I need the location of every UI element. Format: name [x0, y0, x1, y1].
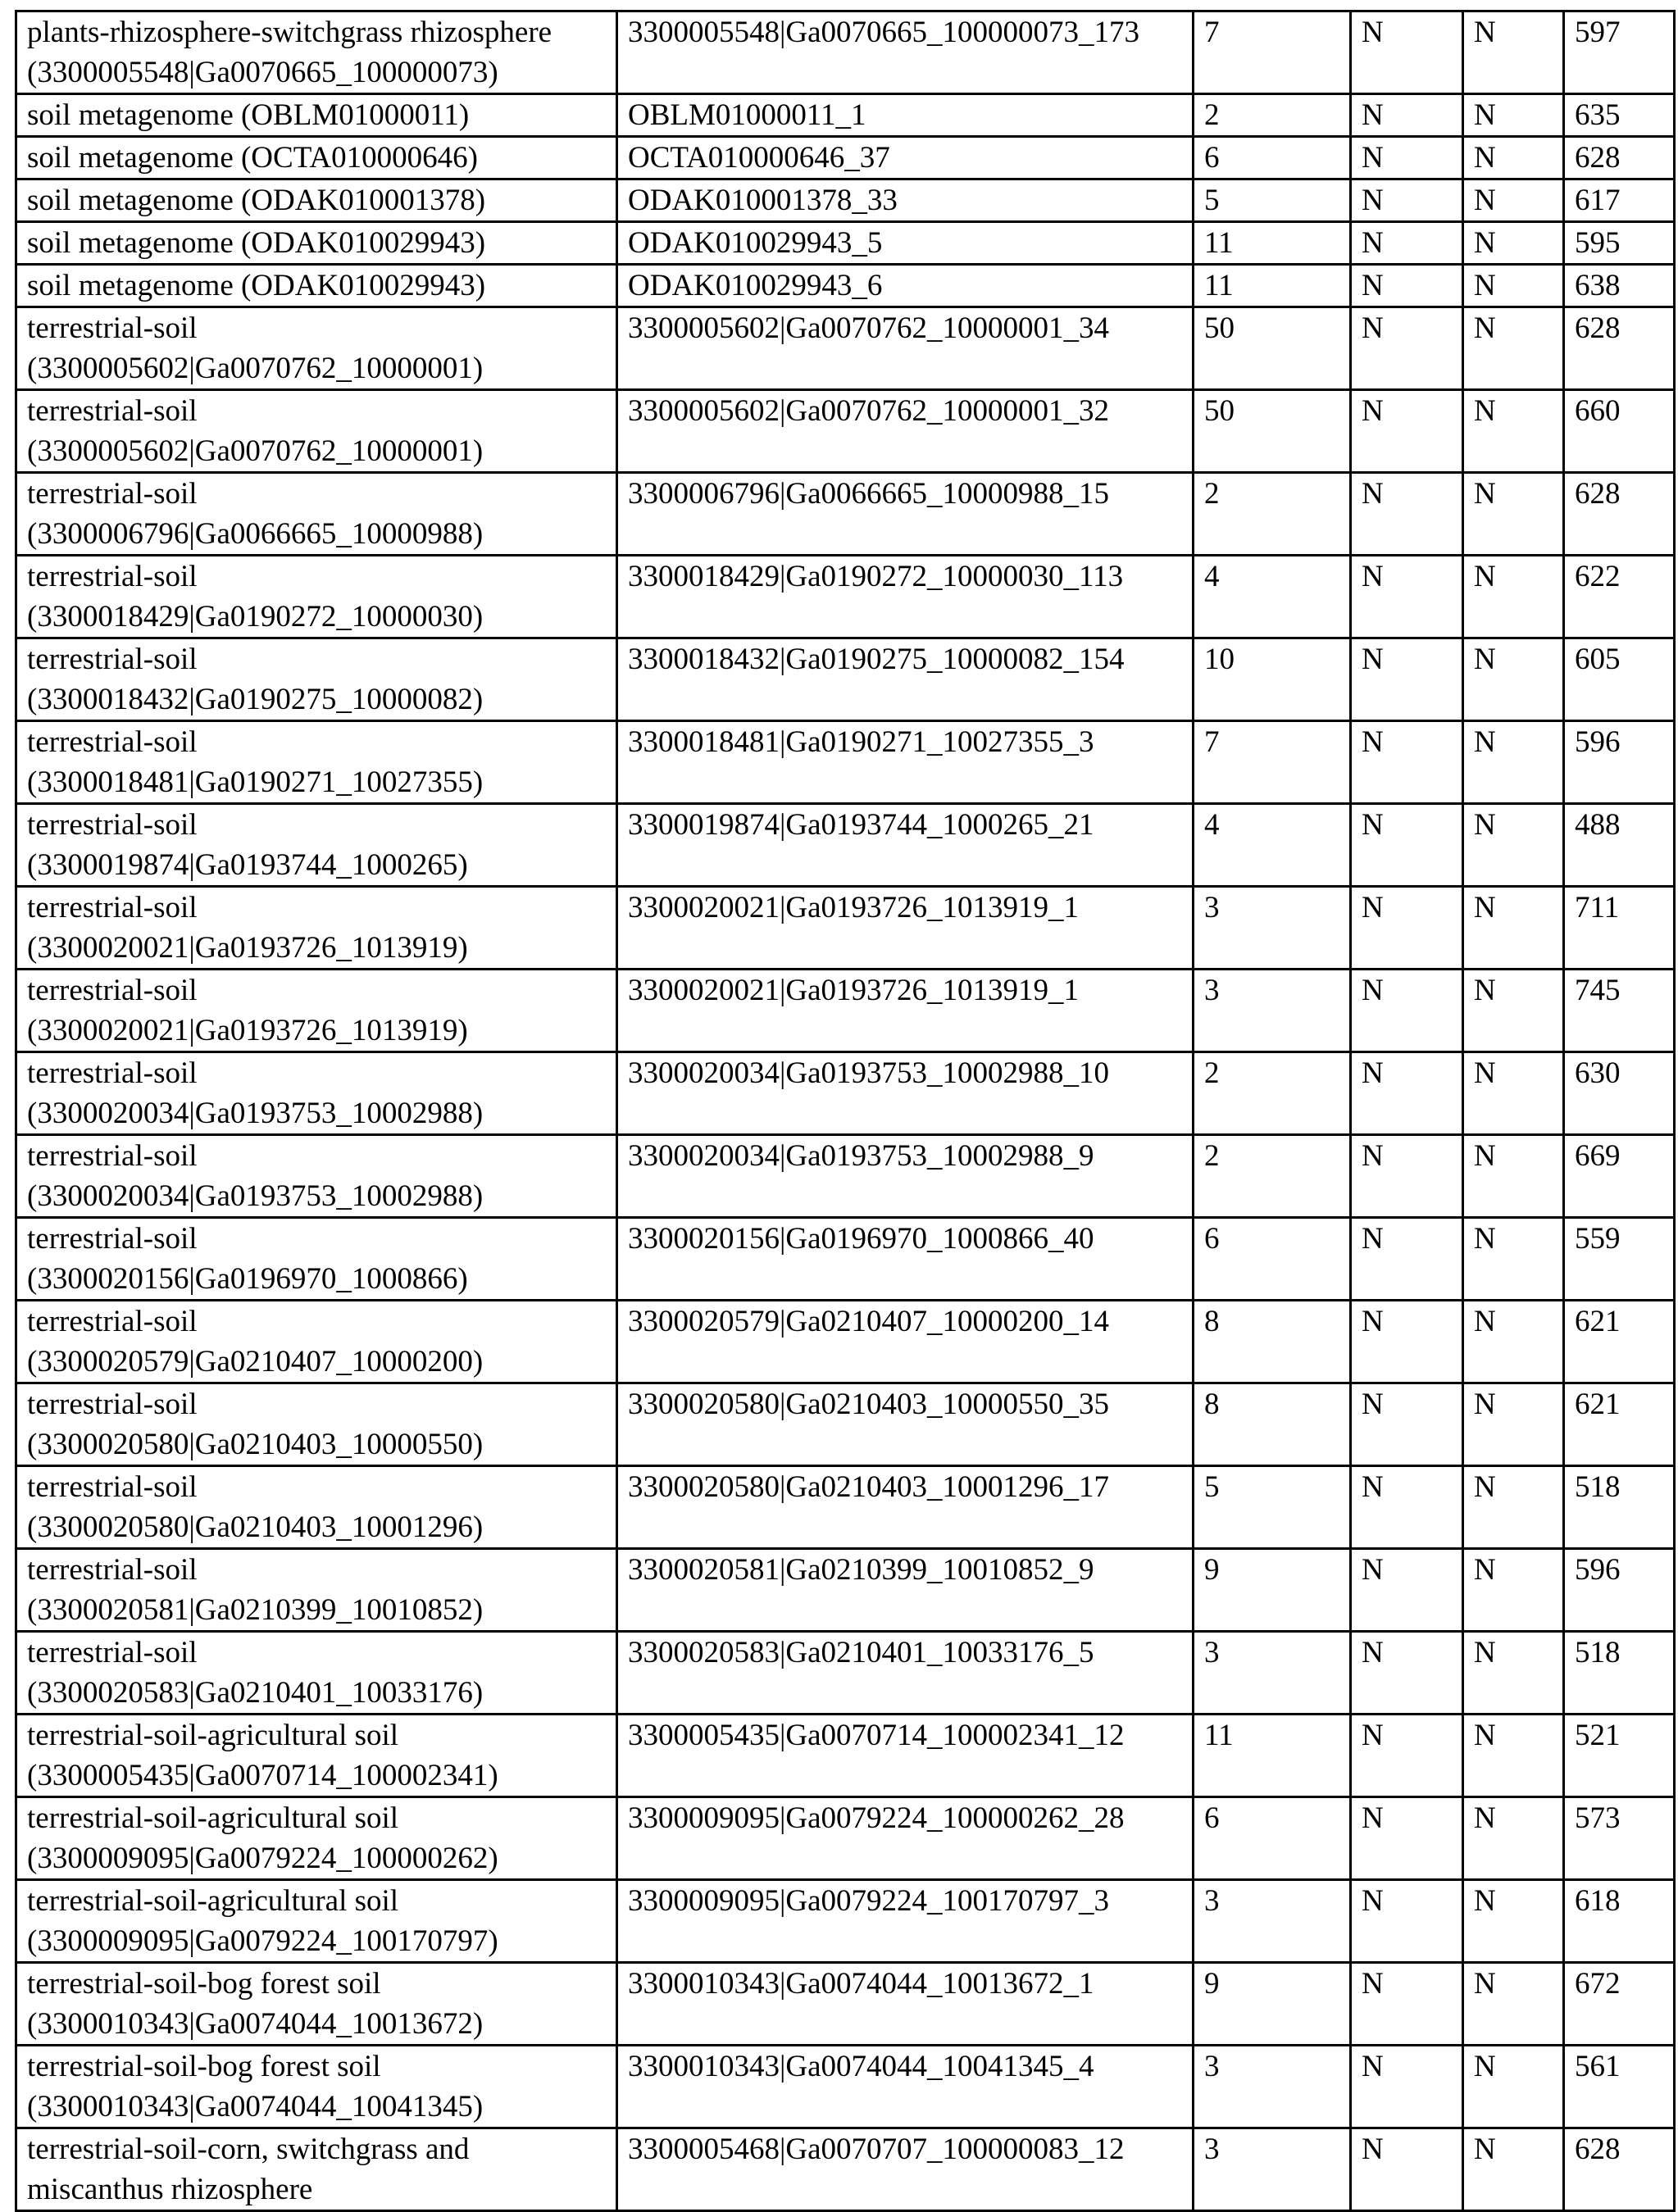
- count-cell: 4: [1194, 556, 1351, 638]
- sample-source-cell: terrestrial-soil (3300020580|Ga0210403_10000550): [16, 1383, 617, 1466]
- length-cell: 660: [1564, 390, 1675, 473]
- sample-source-cell: terrestrial-soil-agricultural soil (3300005435|Ga0070714_100002341): [16, 1715, 617, 1797]
- flag-a-cell: N: [1351, 1301, 1463, 1383]
- length-cell: 628: [1564, 473, 1675, 556]
- flag-b-cell: N: [1463, 970, 1564, 1052]
- table-row: [16, 1301, 1675, 1383]
- flag-a-cell: N: [1351, 1963, 1463, 2046]
- table-row: [16, 2046, 1675, 2128]
- sample-source-cell: terrestrial-soil (3300018481|Ga0190271_10027355): [16, 721, 617, 804]
- flag-b-cell: N: [1463, 1466, 1564, 1549]
- flag-b-cell: N: [1463, 94, 1564, 137]
- sample-source-cell: terrestrial-soil (3300020021|Ga0193726_1013919): [16, 970, 617, 1052]
- length-cell: 745: [1564, 970, 1675, 1052]
- table-body: [16, 11, 1675, 2211]
- length-cell: 669: [1564, 1135, 1675, 1218]
- table-row: [16, 1549, 1675, 1632]
- length-cell: 596: [1564, 721, 1675, 804]
- sample-source-cell: terrestrial-soil (3300018432|Ga0190275_10000082): [16, 638, 617, 721]
- table-row: [16, 222, 1675, 265]
- sample-source-cell: terrestrial-soil-agricultural soil (3300009095|Ga0079224_100000262): [16, 1797, 617, 1880]
- count-cell: 10: [1194, 638, 1351, 721]
- flag-b-cell: N: [1463, 1715, 1564, 1797]
- flag-a-cell: N: [1351, 473, 1463, 556]
- sample-source-cell: terrestrial-soil (3300006796|Ga0066665_10000988): [16, 473, 617, 556]
- sample-source-cell: terrestrial-soil (3300020581|Ga0210399_10010852): [16, 1549, 617, 1632]
- count-cell: 3: [1194, 1880, 1351, 1963]
- count-cell: 5: [1194, 179, 1351, 222]
- sample-source-cell: soil metagenome (ODAK010029943): [16, 265, 617, 307]
- sample-source-cell: terrestrial-soil (3300018429|Ga0190272_10000030): [16, 556, 617, 638]
- table-row: [16, 1466, 1675, 1549]
- sample-source-cell: terrestrial-soil (3300020579|Ga0210407_10000200): [16, 1301, 617, 1383]
- flag-a-cell: N: [1351, 265, 1463, 307]
- flag-b-cell: N: [1463, 390, 1564, 473]
- flag-b-cell: N: [1463, 2128, 1564, 2211]
- flag-a-cell: N: [1351, 137, 1463, 179]
- length-cell: 605: [1564, 638, 1675, 721]
- sample-source-cell: soil metagenome (ODAK010001378): [16, 179, 617, 222]
- count-cell: 8: [1194, 1301, 1351, 1383]
- table-row: [16, 390, 1675, 473]
- length-cell: 561: [1564, 2046, 1675, 2128]
- table-row: [16, 721, 1675, 804]
- sample-source-cell: terrestrial-soil-agricultural soil (3300009095|Ga0079224_100170797): [16, 1880, 617, 1963]
- flag-a-cell: N: [1351, 1052, 1463, 1135]
- count-cell: 2: [1194, 1135, 1351, 1218]
- length-cell: 711: [1564, 887, 1675, 970]
- sequence-id-cell: 3300020021|Ga0193726_1013919_1: [617, 970, 1194, 1052]
- flag-b-cell: N: [1463, 265, 1564, 307]
- length-cell: 638: [1564, 265, 1675, 307]
- table-row: [16, 638, 1675, 721]
- length-cell: 518: [1564, 1466, 1675, 1549]
- table-row: [16, 970, 1675, 1052]
- table-row: [16, 94, 1675, 137]
- flag-b-cell: N: [1463, 1383, 1564, 1466]
- flag-b-cell: N: [1463, 721, 1564, 804]
- flag-a-cell: N: [1351, 1549, 1463, 1632]
- flag-a-cell: N: [1351, 887, 1463, 970]
- count-cell: 4: [1194, 804, 1351, 887]
- sample-source-cell: soil metagenome (OBLM01000011): [16, 94, 617, 137]
- table-row: [16, 1880, 1675, 1963]
- table-row: [16, 307, 1675, 390]
- table-row: [16, 1383, 1675, 1466]
- length-cell: 621: [1564, 1301, 1675, 1383]
- sample-source-cell: terrestrial-soil (3300020034|Ga0193753_10002988): [16, 1135, 617, 1218]
- sequence-id-cell: ODAK010029943_6: [617, 265, 1194, 307]
- table-row: [16, 11, 1675, 94]
- sequence-id-cell: 3300010343|Ga0074044_10013672_1: [617, 1963, 1194, 2046]
- flag-a-cell: N: [1351, 390, 1463, 473]
- sample-source-cell: terrestrial-soil (3300005602|Ga0070762_10000001): [16, 307, 617, 390]
- table-row: [16, 1715, 1675, 1797]
- length-cell: 621: [1564, 1383, 1675, 1466]
- count-cell: 7: [1194, 11, 1351, 94]
- count-cell: 7: [1194, 721, 1351, 804]
- length-cell: 635: [1564, 94, 1675, 137]
- length-cell: 618: [1564, 1880, 1675, 1963]
- length-cell: 628: [1564, 307, 1675, 390]
- flag-b-cell: N: [1463, 887, 1564, 970]
- flag-b-cell: N: [1463, 556, 1564, 638]
- sequence-id-cell: 3300020034|Ga0193753_10002988_9: [617, 1135, 1194, 1218]
- flag-a-cell: N: [1351, 222, 1463, 265]
- sequence-id-cell: 3300018481|Ga0190271_10027355_3: [617, 721, 1194, 804]
- sequence-id-cell: 3300018432|Ga0190275_10000082_154: [617, 638, 1194, 721]
- flag-a-cell: N: [1351, 1218, 1463, 1301]
- flag-a-cell: N: [1351, 2046, 1463, 2128]
- flag-a-cell: N: [1351, 638, 1463, 721]
- count-cell: 8: [1194, 1383, 1351, 1466]
- flag-b-cell: N: [1463, 1052, 1564, 1135]
- sample-source-cell: terrestrial-soil-bog forest soil (3300010343|Ga0074044_10013672): [16, 1963, 617, 2046]
- count-cell: 5: [1194, 1466, 1351, 1549]
- sequence-id-cell: 3300009095|Ga0079224_100170797_3: [617, 1880, 1194, 1963]
- count-cell: 6: [1194, 1218, 1351, 1301]
- sequence-id-cell: 3300020583|Ga0210401_10033176_5: [617, 1632, 1194, 1715]
- table-row: [16, 179, 1675, 222]
- length-cell: 630: [1564, 1052, 1675, 1135]
- flag-b-cell: N: [1463, 222, 1564, 265]
- count-cell: 3: [1194, 2128, 1351, 2211]
- length-cell: 559: [1564, 1218, 1675, 1301]
- length-cell: 595: [1564, 222, 1675, 265]
- flag-a-cell: N: [1351, 721, 1463, 804]
- sequence-id-cell: OCTA010000646_37: [617, 137, 1194, 179]
- flag-b-cell: N: [1463, 804, 1564, 887]
- flag-b-cell: N: [1463, 1963, 1564, 2046]
- sequence-id-cell: 3300005602|Ga0070762_10000001_34: [617, 307, 1194, 390]
- count-cell: 2: [1194, 1052, 1351, 1135]
- count-cell: 11: [1194, 265, 1351, 307]
- sequence-id-cell: 3300020580|Ga0210403_10001296_17: [617, 1466, 1194, 1549]
- flag-b-cell: N: [1463, 137, 1564, 179]
- flag-b-cell: N: [1463, 1632, 1564, 1715]
- sequence-id-cell: ODAK010029943_5: [617, 222, 1194, 265]
- flag-b-cell: N: [1463, 307, 1564, 390]
- sequence-id-cell: 3300005435|Ga0070714_100002341_12: [617, 1715, 1194, 1797]
- length-cell: 521: [1564, 1715, 1675, 1797]
- length-cell: 628: [1564, 137, 1675, 179]
- count-cell: 50: [1194, 307, 1351, 390]
- sample-source-cell: terrestrial-soil (3300020021|Ga0193726_1013919): [16, 887, 617, 970]
- sequence-id-cell: 3300020156|Ga0196970_1000866_40: [617, 1218, 1194, 1301]
- sample-source-cell: terrestrial-soil (3300019874|Ga0193744_1000265): [16, 804, 617, 887]
- flag-b-cell: N: [1463, 1135, 1564, 1218]
- flag-b-cell: N: [1463, 1549, 1564, 1632]
- count-cell: 11: [1194, 1715, 1351, 1797]
- table-row: [16, 1218, 1675, 1301]
- count-cell: 9: [1194, 1963, 1351, 2046]
- count-cell: 3: [1194, 887, 1351, 970]
- count-cell: 3: [1194, 970, 1351, 1052]
- table-row: [16, 2128, 1675, 2211]
- flag-a-cell: N: [1351, 2128, 1463, 2211]
- count-cell: 3: [1194, 1632, 1351, 1715]
- table-row: [16, 137, 1675, 179]
- sequence-table: [15, 10, 1676, 2212]
- sequence-id-cell: 3300006796|Ga0066665_10000988_15: [617, 473, 1194, 556]
- flag-b-cell: N: [1463, 1797, 1564, 1880]
- sample-source-cell: terrestrial-soil (3300020034|Ga0193753_10002988): [16, 1052, 617, 1135]
- table-row: [16, 804, 1675, 887]
- flag-a-cell: N: [1351, 1466, 1463, 1549]
- count-cell: 9: [1194, 1549, 1351, 1632]
- count-cell: 6: [1194, 1797, 1351, 1880]
- count-cell: 11: [1194, 222, 1351, 265]
- flag-b-cell: N: [1463, 638, 1564, 721]
- sequence-id-cell: 3300009095|Ga0079224_100000262_28: [617, 1797, 1194, 1880]
- table-row: [16, 1632, 1675, 1715]
- flag-a-cell: N: [1351, 1632, 1463, 1715]
- sample-source-cell: terrestrial-soil (3300005602|Ga0070762_10000001): [16, 390, 617, 473]
- sequence-id-cell: 3300005548|Ga0070665_100000073_173: [617, 11, 1194, 94]
- flag-b-cell: N: [1463, 2046, 1564, 2128]
- sample-source-cell: terrestrial-soil (3300020583|Ga0210401_10033176): [16, 1632, 617, 1715]
- sequence-id-cell: 3300005468|Ga0070707_100000083_12: [617, 2128, 1194, 2211]
- flag-a-cell: N: [1351, 556, 1463, 638]
- sample-source-cell: terrestrial-soil (3300020580|Ga0210403_10001296): [16, 1466, 617, 1549]
- flag-a-cell: N: [1351, 1715, 1463, 1797]
- length-cell: 672: [1564, 1963, 1675, 2046]
- sequence-id-cell: ODAK010001378_33: [617, 179, 1194, 222]
- count-cell: 6: [1194, 137, 1351, 179]
- sample-source-cell: terrestrial-soil (3300020156|Ga0196970_1000866): [16, 1218, 617, 1301]
- table-row: [16, 265, 1675, 307]
- flag-a-cell: N: [1351, 804, 1463, 887]
- flag-a-cell: N: [1351, 1135, 1463, 1218]
- length-cell: 573: [1564, 1797, 1675, 1880]
- length-cell: 597: [1564, 11, 1675, 94]
- table-row: [16, 1052, 1675, 1135]
- flag-a-cell: N: [1351, 11, 1463, 94]
- sequence-id-cell: 3300019874|Ga0193744_1000265_21: [617, 804, 1194, 887]
- flag-b-cell: N: [1463, 11, 1564, 94]
- table-row: [16, 1797, 1675, 1880]
- sequence-id-cell: 3300020034|Ga0193753_10002988_10: [617, 1052, 1194, 1135]
- flag-b-cell: N: [1463, 1218, 1564, 1301]
- sequence-id-cell: 3300020581|Ga0210399_10010852_9: [617, 1549, 1194, 1632]
- flag-a-cell: N: [1351, 307, 1463, 390]
- sequence-id-cell: 3300005602|Ga0070762_10000001_32: [617, 390, 1194, 473]
- flag-a-cell: N: [1351, 179, 1463, 222]
- length-cell: 617: [1564, 179, 1675, 222]
- sequence-id-cell: 3300020021|Ga0193726_1013919_1: [617, 887, 1194, 970]
- sequence-id-cell: OBLM01000011_1: [617, 94, 1194, 137]
- length-cell: 488: [1564, 804, 1675, 887]
- flag-a-cell: N: [1351, 1880, 1463, 1963]
- count-cell: 2: [1194, 473, 1351, 556]
- flag-a-cell: N: [1351, 970, 1463, 1052]
- flag-b-cell: N: [1463, 179, 1564, 222]
- table-row: [16, 1135, 1675, 1218]
- length-cell: 596: [1564, 1549, 1675, 1632]
- sample-source-cell: soil metagenome (OCTA010000646): [16, 137, 617, 179]
- sequence-id-cell: 3300020579|Ga0210407_10000200_14: [617, 1301, 1194, 1383]
- flag-a-cell: N: [1351, 94, 1463, 137]
- sequence-id-cell: 3300010343|Ga0074044_10041345_4: [617, 2046, 1194, 2128]
- sequence-id-cell: 3300018429|Ga0190272_10000030_113: [617, 556, 1194, 638]
- sample-source-cell: soil metagenome (ODAK010029943): [16, 222, 617, 265]
- sample-source-cell: terrestrial-soil-bog forest soil (3300010343|Ga0074044_10041345): [16, 2046, 617, 2128]
- count-cell: 3: [1194, 2046, 1351, 2128]
- flag-b-cell: N: [1463, 473, 1564, 556]
- length-cell: 628: [1564, 2128, 1675, 2211]
- count-cell: 50: [1194, 390, 1351, 473]
- count-cell: 2: [1194, 94, 1351, 137]
- length-cell: 518: [1564, 1632, 1675, 1715]
- table-row: [16, 556, 1675, 638]
- flag-b-cell: N: [1463, 1880, 1564, 1963]
- table-row: [16, 1963, 1675, 2046]
- table-row: [16, 887, 1675, 970]
- sample-source-cell: terrestrial-soil-corn, switchgrass and miscanthus rhizosphere: [16, 2128, 617, 2211]
- sample-source-cell: plants-rhizosphere-switchgrass rhizosphere (3300005548|Ga0070665_100000073): [16, 11, 617, 94]
- length-cell: 622: [1564, 556, 1675, 638]
- flag-b-cell: N: [1463, 1301, 1564, 1383]
- flag-a-cell: N: [1351, 1797, 1463, 1880]
- sequence-id-cell: 3300020580|Ga0210403_10000550_35: [617, 1383, 1194, 1466]
- flag-a-cell: N: [1351, 1383, 1463, 1466]
- table-row: [16, 473, 1675, 556]
